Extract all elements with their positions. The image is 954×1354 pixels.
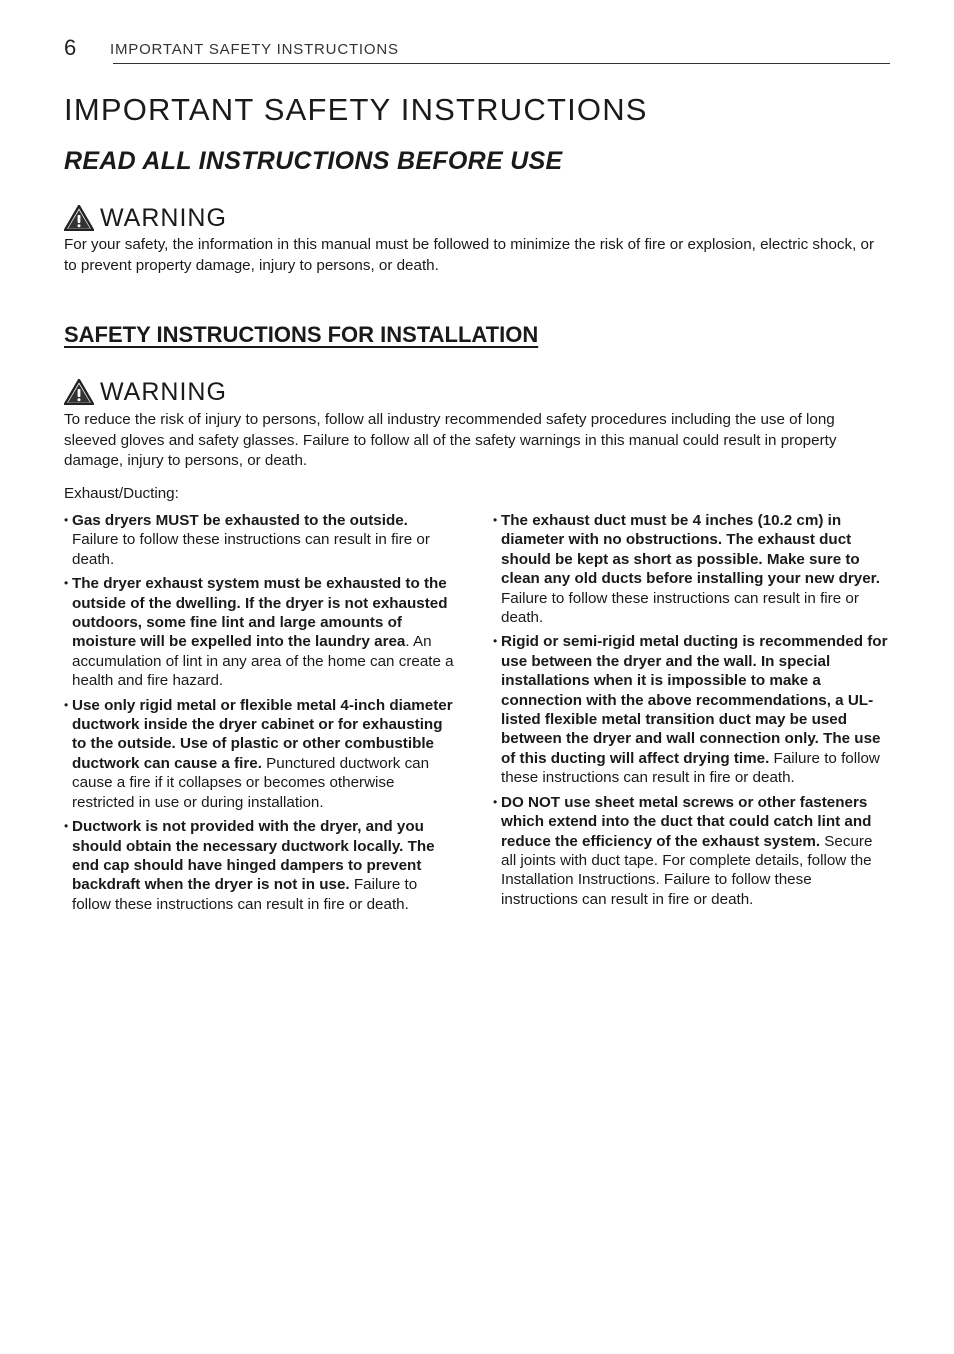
list-item	[493, 632, 891, 787]
page-header	[64, 34, 890, 64]
bullet-bold-text: Gas dryers MUST be exhausted to the outside.	[72, 512, 408, 529]
bullet-text: Failure to follow these instructions can result in fire or death.	[72, 531, 430, 568]
bullet-bold-text: DO NOT use sheet metal screws or other fasteners which extend into the duct that could catch lint and reduce the efficiency of the exhaust system.	[501, 793, 872, 850]
bullet-bold-text: Use only rigid metal or flexible metal 4-inch diameter ductwork inside the dryer cabinet or for exhausting to the outside. Use of plastic or other combustible ductwork can cause a fire.	[72, 696, 453, 772]
bullet-bold-text: Ductwork is not provided with the dryer, and you should obtain the necessary ductwork locally. The end cap should have hinged dampers to prevent backdraft when the dryer is not in use.	[72, 818, 435, 894]
list-item	[493, 511, 891, 627]
subsection-label: Exhaust/Ducting:	[64, 485, 179, 502]
page-number: 6	[64, 35, 77, 60]
bullet-text: Punctured ductwork can cause a fire if it collapses or becomes otherwise restricted in use or during installation.	[72, 754, 430, 811]
list-item	[64, 817, 456, 914]
bullet-text: Failure to follow these instructions can result in fire or death.	[72, 876, 418, 913]
warning-label: WARNING	[100, 377, 227, 406]
list-item	[64, 511, 456, 569]
list-item	[493, 793, 891, 909]
list-item	[64, 696, 456, 812]
warning-heading-installation	[64, 377, 227, 407]
bullet-bold-text: The exhaust duct must be 4 inches (10.2 cm) in diameter with no obstructions. The exhaust duct should be kept as short as possible. Make sure to clean any old ducts before installing your new dryer.	[501, 512, 880, 588]
warning-label: WARNING	[100, 203, 227, 232]
running-title: IMPORTANT SAFETY INSTRUCTIONS	[110, 41, 399, 58]
page-subtitle: READ ALL INSTRUCTIONS BEFORE USE	[64, 147, 563, 175]
warning-text-general: For your safety, the information in this manual must be followed to minimize the risk of fire or explosion, electric shock, or to prevent property damage, injury to persons, or death.	[64, 236, 875, 274]
bullet-text: Failure to follow these instructions can result in fire or death.	[501, 749, 880, 787]
bullet-list-left	[64, 511, 456, 919]
warning-triangle-icon	[64, 379, 94, 405]
bullet-text: . An accumulation of lint in any area of the home can create a health and fire hazard.	[72, 633, 454, 690]
warning-text-installation: To reduce the risk of injury to persons, follow all industry recommended safety procedures including the use of long sleeved gloves and safety glasses. Failure to follow all of the safety warnings in this manual could result in property damage, injury to persons, or death.	[64, 411, 837, 470]
bullet-text: Failure to follow these instructions can result in fire or death.	[501, 589, 859, 627]
bullet-list-right	[493, 511, 891, 914]
warning-heading-general	[64, 203, 227, 233]
bullet-bold-text: The dryer exhaust system must be exhausted to the outside of the dwelling. If the dryer is not exhausted outdoors, some fine lint and large amounts of moisture will be expelled into the laundry area	[72, 575, 448, 651]
warning-triangle-icon	[64, 205, 94, 231]
section-heading-installation: SAFETY INSTRUCTIONS FOR INSTALLATION	[64, 322, 539, 347]
bullet-bold-text: Rigid or semi-rigid metal ducting is recommended for use between the dryer and the wall. In special installations when it is impossible to make a connection with the above recommendations, a UL-listed flexible metal transition duct may be used between the dryer and wall connection only. The use of this ducting will affect drying time.	[501, 633, 888, 767]
header-rule	[113, 63, 890, 64]
page-title: IMPORTANT SAFETY INSTRUCTIONS	[64, 92, 648, 127]
list-item	[64, 574, 456, 690]
bullet-text: Secure all joints with duct tape. For complete details, follow the Installation Instructions. Failure to follow these instructions can result in fire or death.	[501, 832, 873, 908]
